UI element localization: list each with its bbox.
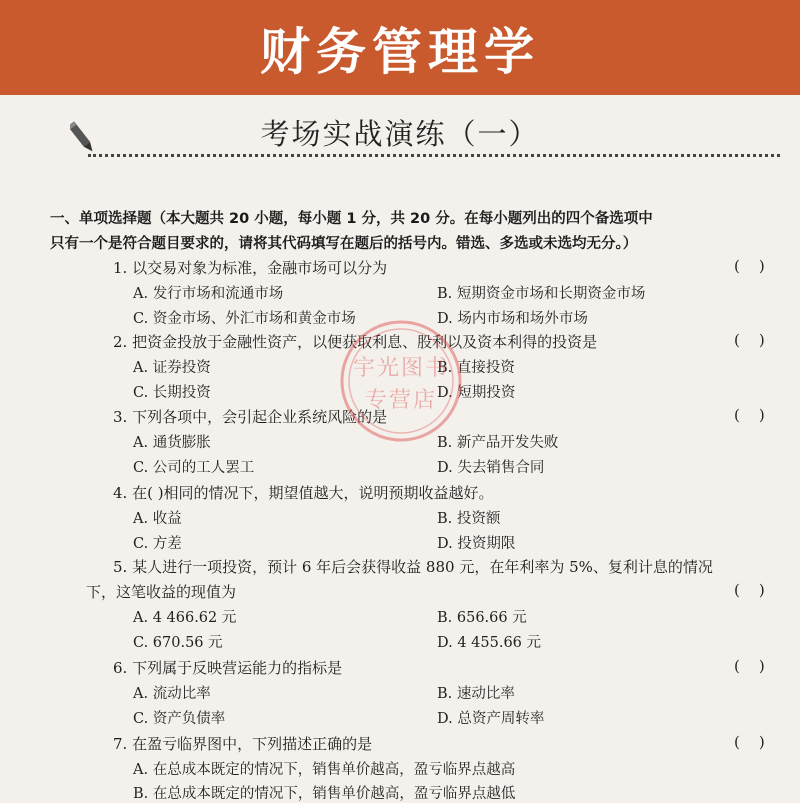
header-banner [0,0,800,95]
question-4-option-c: C. 方差 [133,536,182,552]
question-4-option-b: B. 投资额 [437,511,501,527]
question-3-stem: 3. 下列各项中，会引起企业系统风险的是 [113,408,388,426]
instruction-line-2: 只有一个是符合题目要求的，请将其代码填写在题后的括号内。错选、多选或未选均无分。） [50,236,638,252]
question-3-option-d: D. 失去销售合同 [437,460,545,476]
question-7-option-b: B. 在总成本既定的情况下，销售单价越高，盈亏临界点越低 [133,786,516,802]
question-4-option-a: A. 收益 [133,511,182,527]
question-3-option-b: B. 新产品开发失败 [437,435,559,451]
question-2-option-c: C. 长期投资 [133,385,211,401]
question-6-option-a: A. 流动比率 [133,686,211,702]
question-1-option-b: B. 短期资金市场和长期资金市场 [437,286,646,302]
question-7-option-a: A. 在总成本既定的情况下，销售单价越高，盈亏临界点越高 [133,762,516,778]
question-1-stem: 1. 以交易对象为标准，金融市场可以分为 [113,259,388,277]
answer-blank-3: ( ) [734,406,765,424]
question-2-stem: 2. 把资金投放于金融性资产，以便获取利息、股利以及资本利得的投资是 [113,333,598,351]
book-title: 财务管理学 [260,22,540,81]
question-5-stem: 5. 某人进行一项投资，预计 6 年后会获得收益 880 元，在年利率为 5%、复利计息的情况 [113,558,713,576]
question-2-option-a: A. 证券投资 [133,360,211,376]
question-1-option-a: A. 发行市场和流通市场 [133,286,284,302]
question-7-stem: 7. 在盈亏临界图中，下列描述正确的是 [113,735,373,753]
question-6-option-d: D. 总资产周转率 [437,711,545,727]
watermark-line-1: 宇光图书 [352,356,449,381]
question-5-option-b: B. 656.66 元 [437,610,527,626]
answer-blank-2: ( ) [734,331,765,349]
dotted-divider [88,154,780,157]
answer-blank-5: ( ) [734,581,765,599]
answer-blank-7: ( ) [734,733,765,751]
question-5-option-d: D. 4 455.66 元 [437,635,542,651]
section-title: 考场实战演练（一） [260,117,540,151]
answer-blank-6: ( ) [734,657,765,675]
question-2-option-d: D. 短期投资 [437,385,516,401]
question-6-option-b: B. 速动比率 [437,686,515,702]
question-1-option-c: C. 资金市场、外汇市场和黄金市场 [133,311,356,327]
question-4-stem: 4. 在( )相同的情况下，期望值越大，说明预期收益越好。 [113,484,494,502]
question-6-stem: 6. 下列属于反映营运能力的指标是 [113,659,343,677]
question-6-option-c: C. 资产负债率 [133,711,226,727]
question-3-option-c: C. 公司的工人罢工 [133,460,255,476]
watermark-line-2: 专营店 [364,388,437,413]
question-3-option-a: A. 通货膨胀 [133,435,211,451]
question-5-option-a: A. 4 466.62 元 [133,610,237,626]
answer-blank-1: ( ) [734,257,765,275]
instruction-line-1: 一、单项选择题（本大题共 20 小题，每小题 1 分，共 20 分。在每小题列出的四个备选项中 [50,211,653,227]
question-2-option-b: B. 直接投资 [437,360,515,376]
question-5-option-c: C. 670.56 元 [133,635,223,651]
question-4-option-d: D. 投资期限 [437,536,516,552]
question-5-stem-continued: 下，这笔收益的现值为 [86,583,237,601]
question-1-option-d: D. 场内市场和场外市场 [437,311,588,327]
